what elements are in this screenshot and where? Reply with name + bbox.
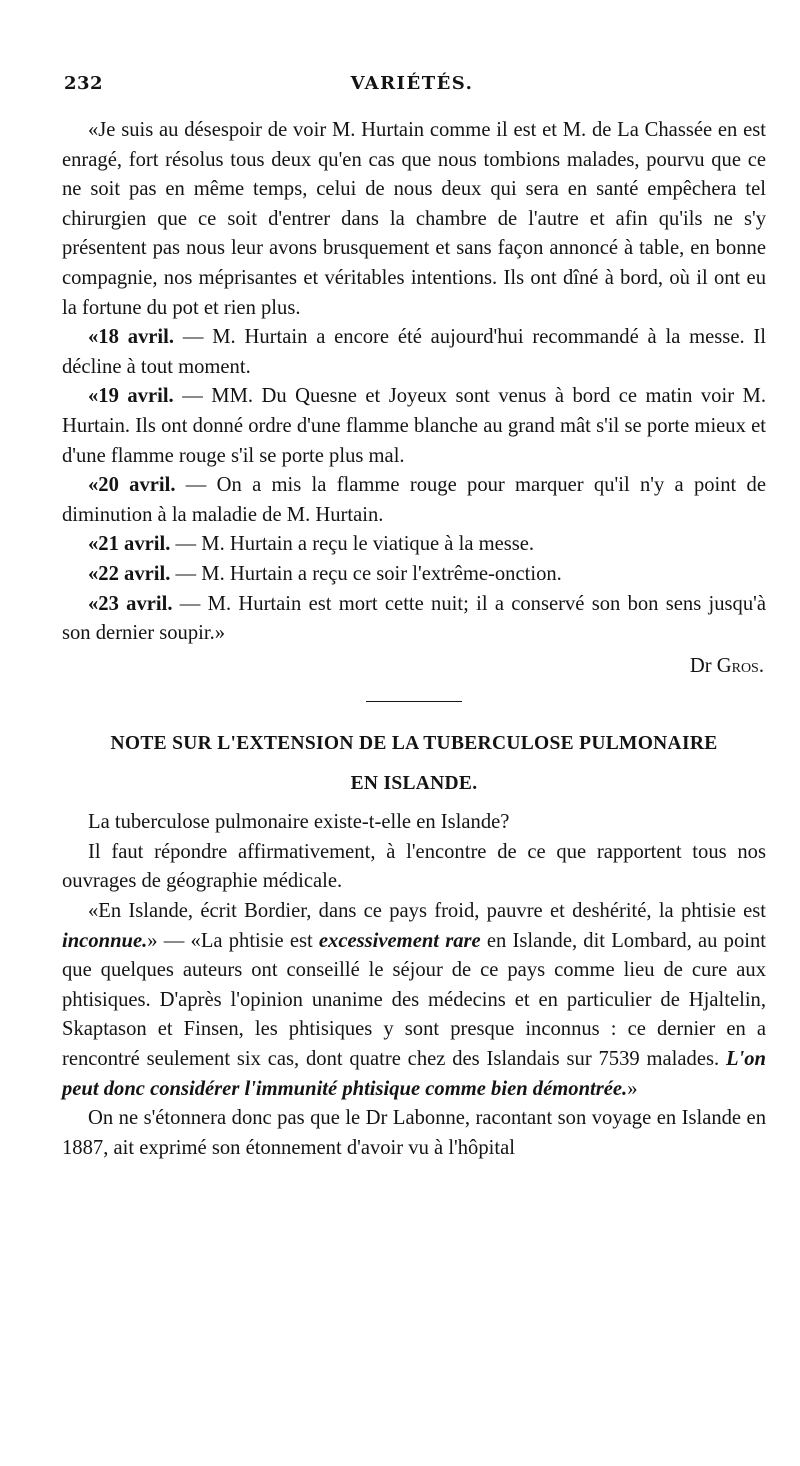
entry-text: — On a mis la flamme rouge pour marquer qu'il n'y a point de diminution à la maladie de M. Hurtain. [62, 474, 766, 526]
section-title-line: EN ISLANDE. [350, 773, 478, 795]
diary-entry [62, 560, 766, 590]
diary-entry [62, 382, 766, 471]
body-text [62, 116, 766, 1163]
section-title [58, 724, 770, 804]
letter-opening-paragraph: «Je suis au désespoir de voir M. Hurtain comme il est et M. de La Chassée en est enragé, fort résolus tous deux qu'en cas que nous tombions malades, pourvu que ce ne soit pas en même temps, celui de nous deux qui sera en santé empêchera tel chirurgien que ce soit d'entrer dans la chambre de l'autre et afin qu'ils ne s'y présentent pas nous leur avons brusquement et sans façon annoncé à table, en bonne compagnie, nos méprisantes et véritables intentions. Ils ont dîné à bord, où il ont eu la fortune du pot et rien plus. [62, 119, 766, 319]
entry-text: — M. Hurtain a reçu ce soir l'extrême-onction. [175, 562, 562, 585]
section-title-line: NOTE SUR L'EXTENSION DE LA TUBERCULOSE PULMONAIRE [110, 733, 718, 755]
signature-title: Dr [689, 654, 712, 677]
diary-entry [62, 530, 766, 560]
diary-entry [62, 471, 766, 530]
section-divider [366, 701, 462, 702]
quote-emphasis: L'on peut donc considérer l'immunité phtisique comme bien démontrée. [62, 1048, 766, 1100]
quote-text: » [627, 1077, 638, 1100]
entry-text: — MM. Du Quesne et Joyeux sont venus à bord ce matin voir M. Hurtain. Ils ont donné ordre d'une flamme blanche au grand mât s'il se porte mieux et d'une flamme rouge s'il se porte plus mal. [62, 385, 766, 467]
quote-text: en Islande, dit Lombard, au point que quelques auteurs ont conseillé le séjour de ce pays comme lieu de cure aux phtisiques. D'après l'opinion unanime des médecins et en particulier de Hjaltelin, Skaptason et Finsen, les phtisiques y sont presque inconnus : ce dernier en a rencontré seulement six cas, dont quatre chez des Islandais sur 7539 malades. [62, 929, 767, 1071]
signature-name: Gros. [716, 654, 764, 677]
diary-entry [62, 323, 766, 382]
signature [62, 652, 766, 682]
entry-date: «21 avril. [88, 533, 171, 556]
page-header [64, 73, 760, 103]
section-paragraph-quote [62, 897, 766, 1104]
entry-date: «23 avril. [88, 592, 173, 615]
running-head: VARIÉTÉS. [350, 73, 474, 94]
entry-text: — M. Hurtain est mort cette nuit; il a conservé son bon sens jusqu'à son dernier soupir.» [62, 592, 766, 645]
entry-date: «18 avril. [88, 326, 175, 349]
page-number: 232 [64, 73, 104, 94]
quote-text: » — «La phtisie est [147, 929, 319, 952]
quote-text: «En Islande, écrit Bordier, dans ce pays froid, pauvre et deshérité, la phtisie est [88, 900, 766, 923]
entry-text: — M. Hurtain a encore été aujourd'hui recommandé à la messe. Il décline à tout moment. [62, 326, 766, 378]
section-paragraph: Il faut répondre affirmativement, à l'encontre de ce que rapportent tous nos ouvrages de géographie médicale. [62, 840, 766, 893]
diary-entry [62, 590, 766, 649]
section-paragraph: On ne s'étonnera donc pas que le Dr Labonne, racontant son voyage en Islande en 1887, ait exprimé son étonnement d'avoir vu à l'hôpital [62, 1107, 766, 1159]
entry-date: «20 avril. [88, 474, 176, 497]
entry-text: — M. Hurtain a reçu le viatique à la messe. [175, 533, 535, 556]
quote-emphasis: excessivement rare [318, 929, 481, 952]
entry-date: «19 avril. [88, 385, 174, 408]
entry-date: «22 avril. [88, 562, 171, 585]
section-paragraph: La tuberculose pulmonaire existe-t-elle en Islande? [88, 811, 510, 834]
quote-emphasis: inconnue. [62, 929, 148, 952]
